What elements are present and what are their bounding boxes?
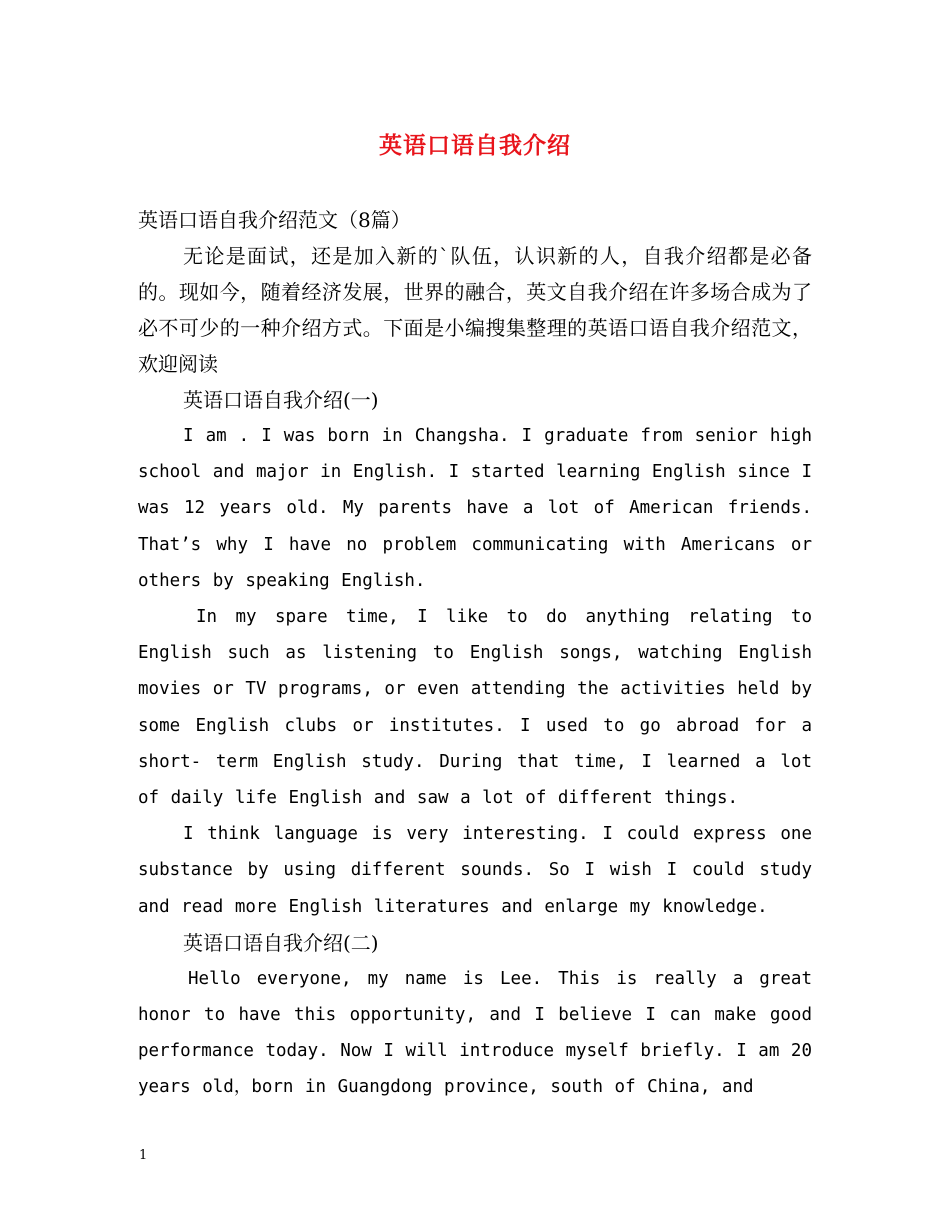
- section-2-paragraph-1: Hello everyone, my name is Lee. This is really a great honor to have this opportunity, and I believe I can make good performance today. Now I will introduce myself briefly. I am 20 years old，born in Guangdong province, south of China, and: [138, 968, 812, 1098]
- section-1-paragraph-1: I am . I was born in Changsha. I graduate from senior high school and major in English. I started learning English since I was 12 years old. My parents have a lot of American friends. That’s why I have no problem communicating with Americans or others by speaking English.: [138, 426, 812, 591]
- document-subtitle: 英语口语自我介绍范文（8篇）: [138, 208, 411, 232]
- section-1-paragraph-2: In my spare time, I like to do anything relating to English such as listening to English songs, watching English movies or TV programs, or even attending the activities held by some English clubs or institutes. I used to go abroad for a short- term English study. During that time, I learned a lot of daily life English and saw a lot of different things.: [138, 607, 812, 809]
- page-number: 1: [139, 1148, 148, 1163]
- document-title: 英语口语自我介绍: [379, 133, 571, 159]
- intro-paragraph: 无论是面试，还是加入新的`队伍，认识新的人，自我介绍都是必备的。现如今，随着经济发展，世界的融合，英文自我介绍在许多场合成为了必不可少的一种介绍方式。下面是小编搜集整理的英语口语自我介绍范文，欢迎阅读: [138, 244, 812, 376]
- section-1-paragraph-3: I think language is very interesting. I could express one substance by using different sounds. So I wish I could study and read more English literatures and enlarge my knowledge.: [138, 824, 812, 917]
- section-2-heading: 英语口语自我介绍(二): [183, 930, 379, 955]
- document-body: [138, 202, 812, 1106]
- section-1-heading: 英语口语自我介绍(一): [183, 388, 379, 412]
